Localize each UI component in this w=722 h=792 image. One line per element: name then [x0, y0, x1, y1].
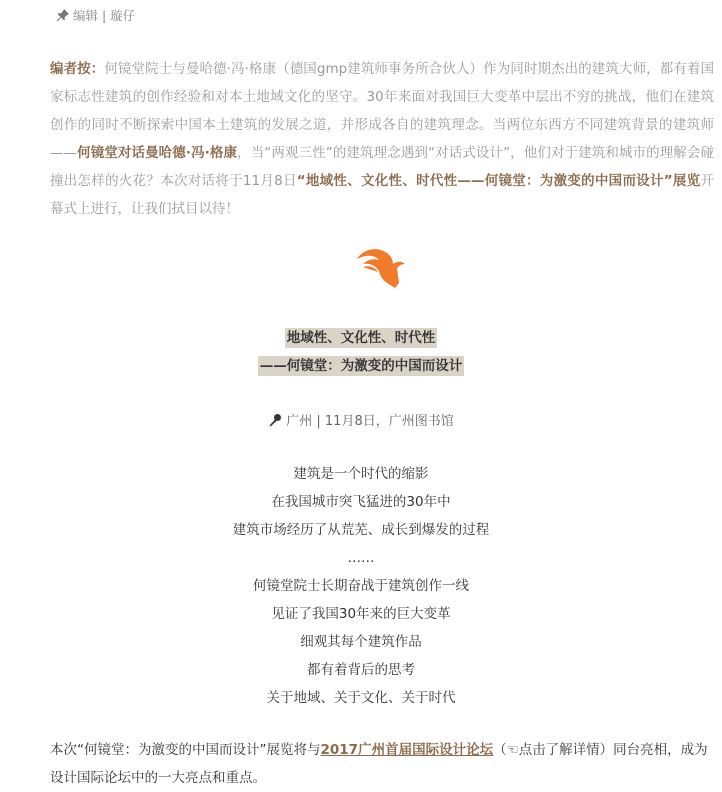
poem-line: 建筑市场经历了从荒芜、成长到爆发的过程 [232, 522, 490, 538]
event-location [0, 410, 722, 429]
editor-credit [56, 6, 135, 24]
exhibition-title-line-2 [0, 354, 722, 374]
editor-note-bold-1: 何镜堂对话曼哈德·冯·格康 [77, 145, 238, 161]
editor-note [50, 55, 714, 223]
closing-text-2: （ [493, 742, 507, 758]
poem-line: 见证了我国30年来的巨大变革 [271, 606, 451, 622]
editor-note-label: 编者按： [50, 61, 105, 77]
poem-line: 建筑是一个时代的缩影 [293, 466, 429, 482]
poem-line: 关于地域、关于文化、关于时代 [266, 690, 456, 706]
microphone-icon [268, 413, 282, 427]
editor-note-bold-2: “地域性、文化性、时代性——何镜堂：为激变的中国而设计”展览 [296, 173, 701, 189]
poem-line: 都有着背后的思考 [307, 662, 415, 678]
closing-text-3: 点击了解详情）同台亮相，成为设计国际论坛中的一大亮点和重点。 [50, 742, 708, 786]
poem-line: …… [347, 550, 375, 566]
closing-paragraph [50, 736, 714, 792]
pointing-hand-icon: ☜ [506, 742, 519, 758]
poem-block [0, 460, 722, 712]
poem-line: 何镜堂院士长期奋战于建筑创作一线 [253, 578, 469, 594]
event-location-text: 广州 | 11月8日，广州图书馆 [286, 414, 454, 429]
editor-note-text-2: ，当“两观三性”的建筑理念遇到“对话式设计”，他们对于建筑和城市的理解会碰撞出怎样的火花？本次对话将于11月8日 [50, 145, 714, 189]
goat-head-icon [355, 247, 407, 289]
forum-link[interactable]: 2017广州首届国际设计论坛 [320, 742, 494, 758]
exhibition-title-2: ——何镜堂：为激变的中国而设计 [259, 358, 463, 374]
exhibition-title-1: 地域性、文化性、时代性 [286, 330, 436, 346]
editor-text: 编辑 | 璇仔 [73, 8, 136, 23]
exhibition-title-line-1 [0, 326, 722, 346]
poem-line: 在我国城市突飞猛进的30年中 [271, 494, 451, 510]
pin-icon [56, 8, 70, 22]
editor-note-text-3: 开幕式上进行，让我们拭目以待！ [50, 173, 714, 217]
editor-note-text-1: 何镜堂院士与曼哈德·冯·格康（德国gmp建筑师事务所合伙人）作为同时期杰出的建筑大师，都有着国家标志性建筑的创作经验和对本土地域文化的坚守。30年来面对我国巨大变革中层出不穷的挑战，他们在建筑创作的同时不断探索中国本土建筑的发展之道，并形成各自的建筑理念。当两位东西方不同建筑背景的建筑师—— [50, 61, 714, 161]
poem-line: 细观其每个建筑作品 [300, 634, 422, 650]
closing-text-1: 本次“何镜堂：为激变的中国而设计”展览将与 [50, 742, 321, 758]
